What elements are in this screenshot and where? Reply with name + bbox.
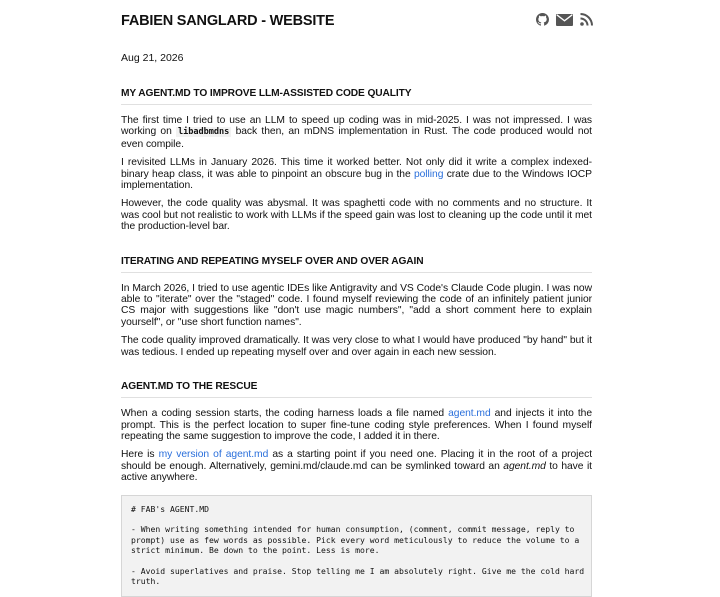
paragraph-my-version	[121, 449, 592, 483]
paragraph-text: as a starting point if you need one. Placing it in the root of a project should be enough. Alternatively, gemini.md/claude.md can be symlinked toward an	[121, 449, 593, 472]
paragraph-agentic-ides: In March 2026, I tried to use agentic IDEs like Antigravity and VS Code's Claude Code plugin. I was now able to "iterate" over the "staged" code. I found myself reviewing the code of an infinitely patient junior CS major with suggestions like "don't use magic numbers", "add a short comment here to explain yourself", or "use short function names".	[121, 282, 592, 328]
paragraph-text: When a coding session starts, the coding harness loads a file named	[121, 408, 449, 420]
paragraph-first-try	[121, 115, 592, 150]
content-column	[121, 0, 592, 597]
inline-code-libadbmdns: libadbmdns	[178, 127, 230, 138]
paragraph-revisited	[121, 157, 592, 191]
section-heading-rescue: AGENT.MD TO THE RESCUE	[121, 380, 592, 398]
paragraph-code-quality: However, the code quality was abysmal. It was spaghetti code with no comments and no structure. It was cool but not realistic to work with LLMs if the speed gain was lost to cleaning up the code until it met the production-level bar.	[121, 198, 592, 233]
paragraph-improved: The code quality improved dramatically. It was very close to what I would have produced "by hand" but it was tedious. I ended up repeating myself over and over again in each new session.	[121, 335, 592, 358]
section-heading-iterating: ITERATING AND REPEATING MYSELF OVER AND OVER AGAIN	[121, 255, 592, 273]
post-date: Aug 21, 2026	[121, 52, 184, 64]
emphasis-agent-md: agent.md	[503, 460, 546, 472]
paragraph-text: and injects it into the prompt. This is the perfect location to super fine-tune coding style preferences. When I found myself repeating the same suggestion to improve the code, I added it in there.	[121, 408, 592, 442]
paragraph-text: I revisited LLMs in January 2026. This time it worked better. Not only did it write a complex indexed-binary heap class, it was able to pinpoint an obscure bug in the	[121, 157, 592, 180]
section-heading-agent-md: MY AGENT.MD TO IMPROVE LLM-ASSISTED CODE QUALITY	[121, 87, 592, 105]
agent-md-code-block: # FAB's AGENT.MD - When writing something intended for human consumption, (comment, commit message, reply to prompt) use as few words as possible. Pick every word meticulously to reduce the volume to a strict minimum. Be down to the point. Less is more. - Avoid superlatives and praise. Stop telling me I am absolutely right. Give me the cold hard truth.	[121, 495, 592, 597]
link-polling[interactable]: polling	[413, 168, 444, 180]
social-icons	[536, 13, 593, 26]
site-title[interactable]: FABIEN SANGLARD - WEBSITE	[121, 13, 335, 29]
mail-icon[interactable]	[556, 14, 573, 26]
rss-icon[interactable]	[580, 13, 593, 26]
paragraph-text: Here is	[121, 449, 159, 461]
paragraph-harness	[121, 408, 592, 442]
github-icon[interactable]	[536, 13, 549, 26]
site-header	[121, 12, 592, 46]
paragraph-text: to have it active anywhere.	[121, 460, 592, 484]
paragraph-text: crate due to the Windows IOCP implementation.	[121, 168, 592, 192]
paragraph-text: The first time I tried to use an LLM to speed up coding was in mid-2025. I was not impressed. I was working on	[121, 115, 592, 138]
link-agent-md[interactable]: agent.md	[448, 408, 491, 420]
link-my-version-agent-md[interactable]: my version of agent.md	[158, 449, 269, 461]
paragraph-text: back then, an mDNS implementation in Rust. The code produced would not even compile.	[121, 126, 592, 150]
